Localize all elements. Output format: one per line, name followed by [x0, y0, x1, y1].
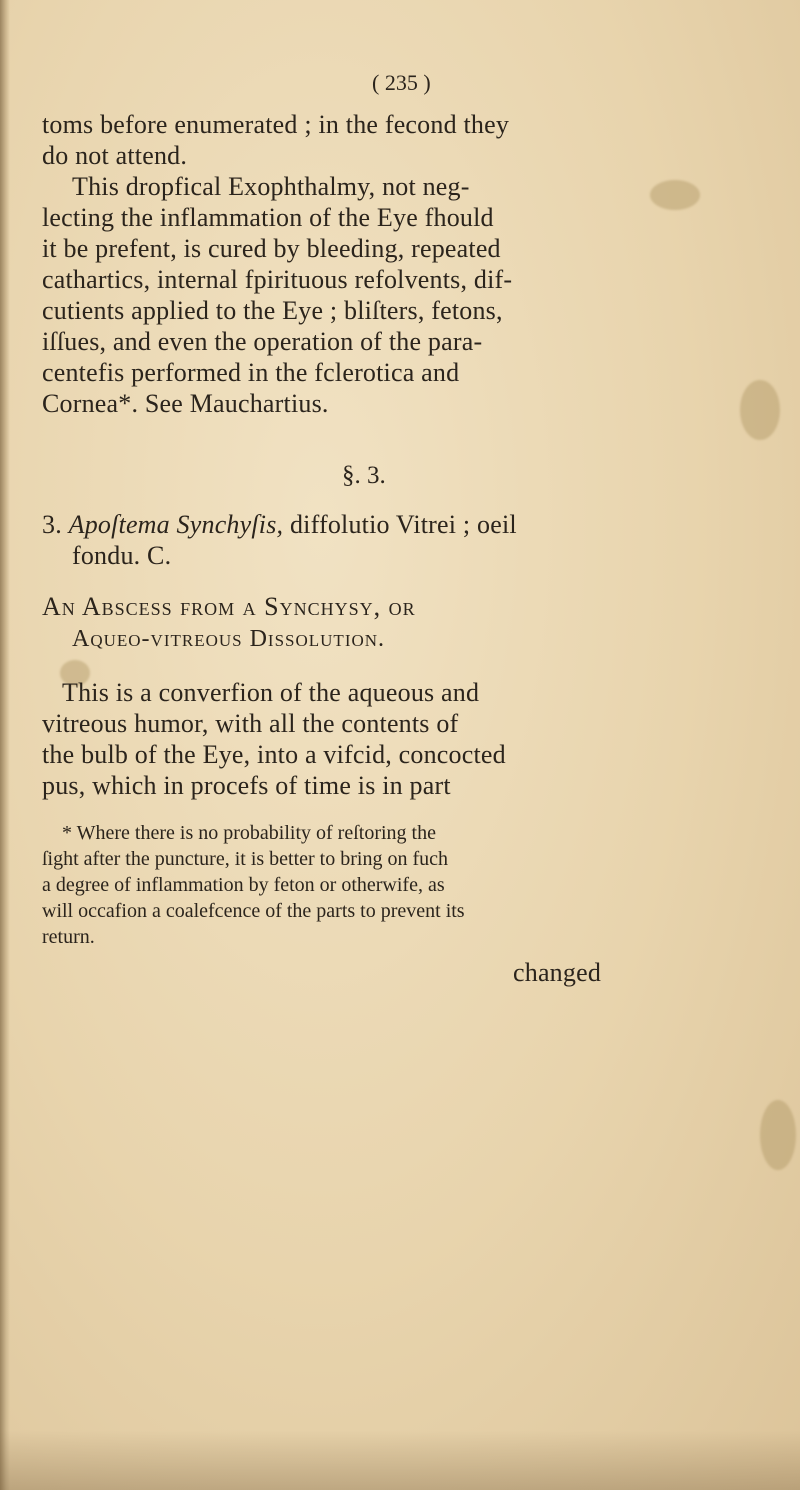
body-line: centefis performed in the fclerotica and: [42, 358, 460, 387]
body-line: This dropfical Exophthalmy, not neg-: [72, 172, 470, 201]
catchword: changed: [513, 958, 602, 987]
paragraph-line: This is a converfion of the aqueous and: [62, 678, 480, 707]
entry-latin-name: Apoſtema Synchyſis,: [68, 510, 284, 539]
entry-latin-gloss: diffolutio Vitrei ; oeil: [289, 510, 517, 539]
paper-stain: [760, 1100, 796, 1170]
page-number: ( 235 ): [372, 70, 431, 95]
body-line: it be prefent, is cured by bleeding, repeated: [42, 234, 501, 263]
body-line: Cornea*. See Mauchartius.: [42, 389, 329, 418]
entry-line-1: [42, 512, 517, 538]
paper-stain: [740, 380, 780, 440]
page-gutter: [0, 0, 10, 1490]
paper-stain: [650, 180, 700, 210]
body-line: do not attend.: [42, 141, 188, 170]
footnote-line: a degree of inflammation by feton or otherwife, as: [42, 874, 445, 896]
body-line: toms before enumerated ; in the fecond they: [42, 110, 510, 139]
body-line: lecting the inflammation of the Eye fhould: [42, 203, 494, 232]
footnote-line: * Where there is no probability of reſtoring the: [62, 822, 436, 844]
body-line: cutients applied to the Eye ; bliſters, fetons,: [42, 296, 503, 325]
heading-line-2: Aqueo-vitreous Dissolution.: [72, 626, 386, 652]
paragraph-line: vitreous humor, with all the contents of: [42, 709, 459, 738]
heading-line-1: An Abscess from a Synchysy, or: [42, 592, 416, 621]
body-line: cathartics, internal fpirituous refolvents, dif-: [42, 265, 513, 294]
page-shadow: [0, 1430, 800, 1490]
paragraph-line: the bulb of the Eye, into a vifcid, concocted: [42, 740, 506, 769]
entry-number: 3.: [42, 510, 62, 539]
footnote-line: return.: [42, 926, 95, 948]
body-line: iſſues, and even the operation of the para-: [42, 327, 483, 356]
paragraph-line: pus, which in procefs of time is in part: [42, 771, 451, 800]
footnote-line: ſight after the puncture, it is better to bring on fuch: [42, 848, 448, 870]
entry-line-2: fondu. C.: [72, 541, 172, 570]
section-mark: §. 3.: [342, 462, 386, 489]
footnote-line: will occafion a coalefcence of the parts to prevent its: [42, 900, 465, 922]
